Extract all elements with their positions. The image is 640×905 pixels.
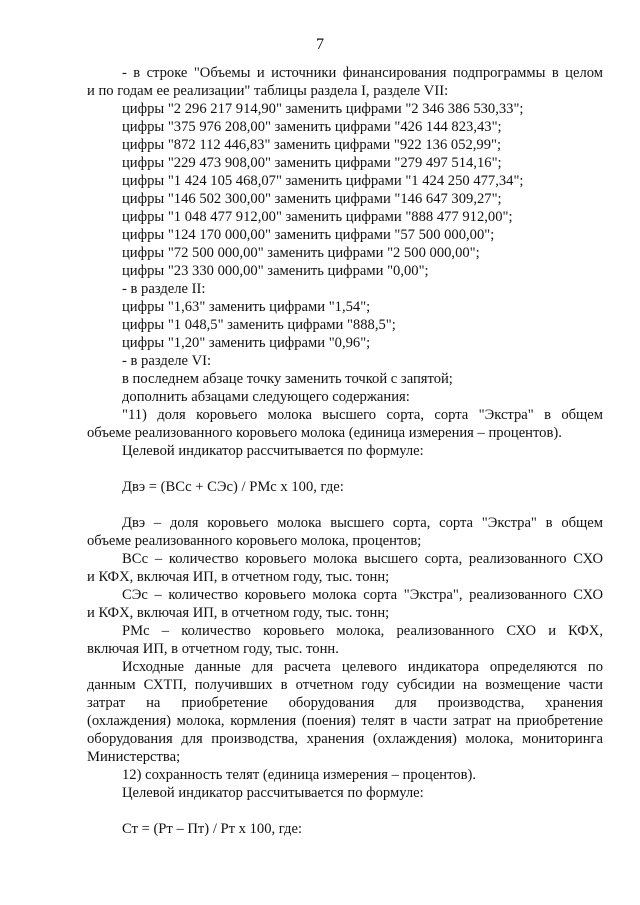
definition-dve-line-2: объеме реализованного коровьего молока, процентов;	[87, 533, 422, 549]
source-line-6: Министерства;	[87, 749, 181, 765]
source-line-2: данным СХТП, получивших в отчетном году субсидии на возмещение части	[87, 677, 603, 693]
replacement-line: цифры "72 500 000,00" заменить цифрами "2 500 000,00";	[122, 245, 480, 261]
source-line-5: оборудования для производства, хранения (охлаждения) молока, мониторинга	[87, 731, 603, 747]
definition-rms-line-1: РМс – количество коровьего молока, реализованного СХО и КФХ,	[122, 623, 603, 639]
definition-vss-line-1: ВСс – количество коровьего молока высшего сорта, реализованного СХО	[122, 551, 603, 567]
replacement-line: цифры "2 296 217 914,90" заменить цифрами "2 346 386 530,33";	[122, 101, 524, 117]
page-number: 7	[316, 36, 324, 53]
indicator-line: Целевой индикатор рассчитывается по формуле:	[122, 443, 424, 459]
text-line: в последнем абзаце точку заменить точкой с запятой;	[122, 371, 453, 387]
indicator-line: Целевой индикатор рассчитывается по формуле:	[122, 785, 424, 801]
item-12-line: 12) сохранность телят (единица измерения – процентов).	[122, 767, 476, 783]
replacement-line: цифры "124 170 000,00" заменить цифрами "57 500 000,00";	[122, 227, 495, 243]
item-11-line-2: объеме реализованного коровьего молока (единица измерения – процентов).	[87, 425, 562, 441]
replacement-line: цифры "1,20" заменить цифрами "0,96";	[122, 335, 371, 351]
replacement-line: цифры "229 473 908,00" заменить цифрами "279 497 514,16";	[122, 155, 502, 171]
formula-dve: Двэ = (ВСс + СЭс) / РМс х 100, где:	[122, 479, 344, 495]
replacement-line: цифры "1 048,5" заменить цифрами "888,5";	[122, 317, 396, 333]
definition-vss-line-2: и КФХ, включая ИП, в отчетном году, тыс. тонн;	[87, 569, 390, 585]
intro-line-2: и по годам ее реализации" таблицы раздела I, разделе VII:	[87, 83, 449, 99]
formula-st: Ст = (Рт – Пт) / Рт х 100, где:	[122, 821, 303, 837]
text-line: дополнить абзацами следующего содержания:	[122, 389, 410, 405]
replacement-line: цифры "23 330 000,00" заменить цифрами "0,00";	[122, 263, 429, 279]
replacement-line: цифры "1,63" заменить цифрами "1,54";	[122, 299, 371, 315]
source-line-1: Исходные данные для расчета целевого индикатора определяются по	[122, 659, 603, 675]
section-heading: - в разделе VI:	[122, 353, 212, 369]
definition-ses-line-2: и КФХ, включая ИП, в отчетном году, тыс. тонн;	[87, 605, 390, 621]
replacement-line: цифры "1 048 477 912,00" заменить цифрами "888 477 912,00";	[122, 209, 513, 225]
replacement-line: цифры "1 424 105 468,07" заменить цифрами "1 424 250 477,34";	[122, 173, 524, 189]
replacement-line: цифры "872 112 446,83" заменить цифрами "922 136 052,99";	[122, 137, 502, 153]
definition-rms-line-2: включая ИП, в отчетном году, тыс. тонн.	[87, 641, 339, 657]
replacement-line: цифры "146 502 300,00" заменить цифрами "146 647 309,27";	[122, 191, 502, 207]
section-heading: - в разделе II:	[122, 281, 206, 297]
source-line-3: затрат на приобретение оборудования для производства, хранения	[87, 695, 603, 711]
source-line-4: (охлаждения) молока, кормления (поения) телят в части затрат на приобретение	[87, 713, 603, 729]
item-11-line-1: "11) доля коровьего молока высшего сорта, сорта "Экстра" в общем	[122, 407, 603, 423]
definition-ses-line-1: СЭс – количество коровьего молока сорта "Экстра", реализованного СХО	[122, 587, 603, 603]
definition-dve-line-1: Двэ – доля коровьего молока высшего сорта, сорта "Экстра" в общем	[122, 515, 603, 531]
replacement-line: цифры "375 976 208,00" заменить цифрами "426 144 823,43";	[122, 119, 502, 135]
intro-line-1: - в строке "Объемы и источники финансирования подпрограммы в целом	[122, 65, 603, 81]
